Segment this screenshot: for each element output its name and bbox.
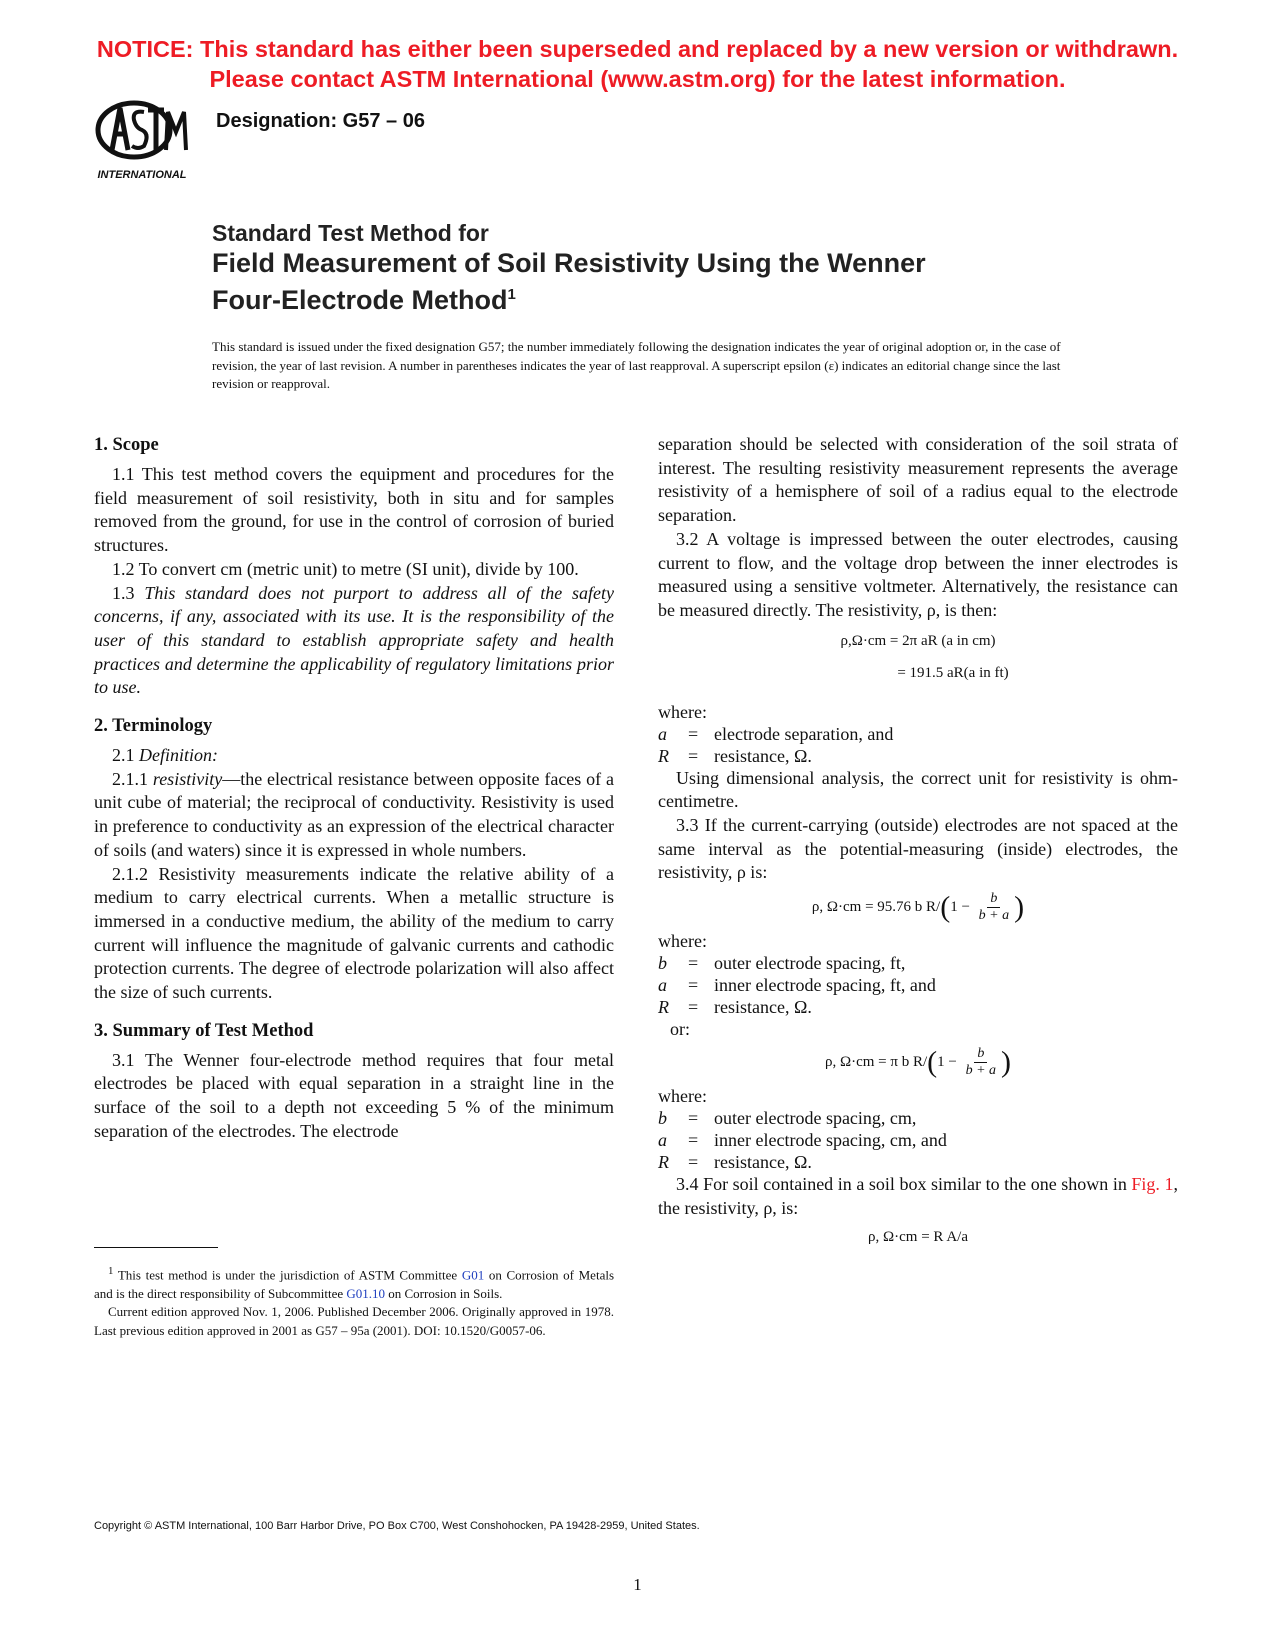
where-block-1: where: a = electrode separation, and R = resistance, Ω.: [658, 701, 894, 766]
paragraph-dimensional-analysis: Using dimensional analysis, the correct unit for resistivity is ohm-centimetre.: [658, 767, 1178, 812]
link-committee-g01[interactable]: G01: [461, 1267, 485, 1283]
title-footnote-mark: 1: [507, 286, 516, 303]
paragraph-1-3: 1.3 This standard does not purport to address all of the safety concerns, if any, associated with its use. It is the responsibility of the user of this standard to establish appropriate safety and health practices and determine the applicability of regulatory limitations prior to use.: [94, 582, 615, 698]
section-heading-terminology: 2. Terminology: [94, 716, 213, 737]
issuance-note: This standard is issued under the fixed designation G57; the number immediately following the designation indicates the year of original adoption or, in the case of revision, the year of last revision. A number in parentheses indicates the year of last reapproval. A superscript epsilon (ε) indicates an editorial change since the last revision or reapproval.: [212, 339, 1061, 391]
paragraph-3-1: 3.1 The Wenner four-electrode method requires that four metal electrodes be placed with equal separation in a straight line in the surface of the soil to a depth not exceeding 5 % of the minimum separation of the electrodes. The electrode: [94, 1049, 614, 1141]
section-heading-scope: 1. Scope: [94, 435, 159, 455]
footnote-edition: Current edition approved Nov. 1, 2006. Published December 2006. Originally approved in 1978. Last previous edition approved in 2001 as G57 – 95a (2001). DOI: 10.1520/G0057-06.: [94, 1304, 614, 1338]
title-line-2: Field Measurement of Soil Resistivity Using the Wenner: [212, 248, 926, 278]
right-column: [658, 433, 1178, 1253]
equation-2: = 191.5 aR(a in ft): [897, 664, 1009, 681]
copyright: Copyright © ASTM International, 100 Barr Harbor Drive, PO Box C700, West Conshohocken, PA 19428-2959, United States.: [94, 1520, 700, 1532]
where-block-3: where: b = outer electrode spacing, cm, a = inner electrode spacing, cm, and R = resistance, Ω.: [658, 1086, 947, 1173]
designation: Designation: G57 – 06: [216, 110, 425, 132]
title-line-3: Four-Electrode Method$^1$: [212, 285, 516, 315]
paragraph-3-1-continued: separation should be selected with consideration of the soil strata of interest. The resulting resistivity measurement represents the average resistivity of a hemisphere of soil of a radius equal to the electrode separation.: [658, 434, 1178, 526]
paragraph-3-2: 3.2 A voltage is impressed between the outer electrodes, causing current to flow, and the voltage drop between the inner electrodes is measured using a sensitive voltmeter. Alternatively, the resistance can be measured directly. The resistivity, ρ, is then:: [658, 528, 1178, 620]
footnote-1: $^1$ This test method is under the jurisdiction of ASTM Committee G01 on Corrosion of Metals and is the direct responsibility of Subcommittee G01.10 on Corrosion in Soils.: [94, 1265, 615, 1301]
link-fig-1[interactable]: Fig. 1: [1131, 1174, 1174, 1195]
notice-banner: [0, 34, 1275, 94]
equation-3: ρ, Ω·cm = 95.76 b R/(1 − $\frac{b}{b + a}$ ): [811, 890, 1025, 924]
document-title: [212, 218, 926, 316]
notice-line-1: NOTICE: This standard has either been superseded and replaced by a new version or withdrawn.: [96, 36, 1179, 62]
notice-line-2: Please contact ASTM International (www.astm.org) for the latest information.: [209, 66, 1066, 92]
equation-1: ρ,Ω·cm = 2π aR (a in cm): [840, 632, 996, 649]
paragraph-2-1-2: 2.1.2 Resistivity measurements indicate the relative ability of a medium to carry electrical currents. When a metallic structure is immersed in a conductive medium, the ability of the medium to carry current will influence the magnitude of galvanic currents and cathodic protection currents. The degree of electrode polarization will also affect the size of such currents.: [94, 863, 614, 1003]
footnote-rule: [94, 1247, 218, 1248]
footnote: [94, 1262, 614, 1340]
paragraph-3-3: 3.3 If the current-carrying (outside) electrodes are not spaced at the same interval as the potential-measuring (inside) electrodes, the resistivity, ρ is:: [658, 815, 1178, 883]
section-heading-summary: 3. Summary of Test Method: [94, 1020, 314, 1041]
where-block-2: where: b = outer electrode spacing, ft, a = inner electrode spacing, ft, and R = resistance, Ω. or:: [658, 931, 936, 1040]
astm-logo: [92, 98, 196, 182]
paragraph-1-2: 1.2 To convert cm (metric unit) to metre (SI unit), divide by 100.: [112, 558, 579, 579]
paragraph-3-4: 3.4 For soil contained in a soil box similar to the one shown in Fig. 1, the resistivity, ρ, is:: [658, 1174, 1178, 1218]
equation-4: ρ, Ω·cm = π b R/(1 − $\frac{b}{b + a}$ ): [824, 1045, 1012, 1079]
paragraph-2-1-1: 2.1.1 resistivity—the electrical resistance between opposite faces of a unit cube of material; the reciprocal of conductivity. Resistivity is used in preference to conductivity as an expression of the electrical character of soils (and waters) since it is expressed in whole numbers.: [94, 768, 615, 860]
link-subcommittee-g01-10[interactable]: G01.10: [346, 1285, 386, 1301]
left-column: [94, 433, 614, 1144]
equation-5: ρ, Ω·cm = R A/a: [868, 1228, 968, 1245]
title-line-1: Standard Test Method for: [212, 220, 489, 246]
page-number: 1: [633, 1575, 642, 1594]
paragraph-1-1: 1.1 This test method covers the equipment and procedures for the field measurement of soil resistivity, both in situ and for samples removed from the ground, for use in the control of corrosion of buried structures.: [94, 464, 614, 556]
paragraph-2-1: 2.1 Definition:: [112, 745, 218, 766]
logo-text: INTERNATIONAL: [97, 169, 187, 181]
